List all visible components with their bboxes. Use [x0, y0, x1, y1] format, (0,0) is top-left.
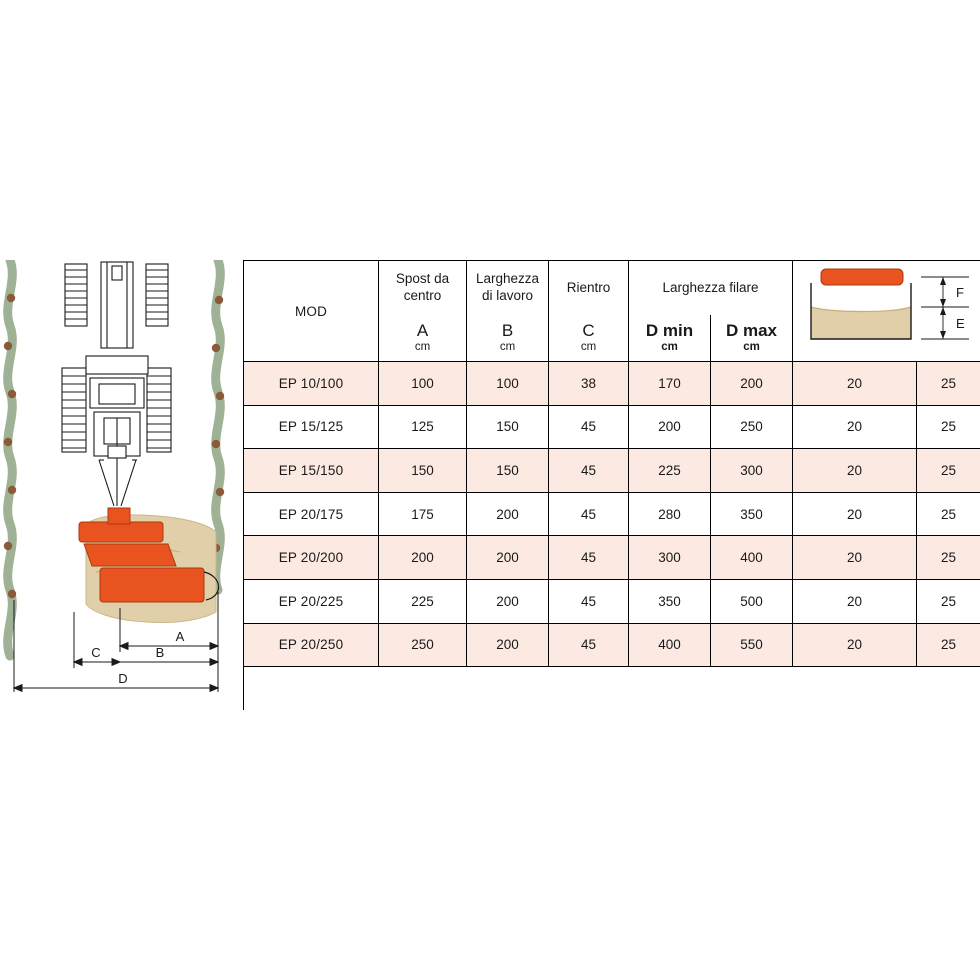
header-col-b: B cm [467, 315, 549, 362]
cell-b: 150 [467, 449, 549, 493]
svg-text:D: D [118, 671, 128, 686]
cell-f: 25 [917, 492, 980, 536]
cell-a: 175 [379, 492, 467, 536]
cell-f: 25 [917, 449, 980, 493]
cell-mod: EP 10/100 [244, 362, 379, 406]
cell-e: 20 [793, 623, 917, 667]
header-col-dmin: D min cm [629, 315, 711, 362]
header-col-dmax: D max cm [711, 315, 793, 362]
cell-dmax: 400 [711, 536, 793, 580]
cross-section-cell [793, 261, 980, 362]
machine-diagram [0, 260, 243, 710]
cell-c: 45 [549, 449, 629, 493]
cell-dmax: 500 [711, 579, 793, 623]
cell-e: 20 [793, 449, 917, 493]
tractor-top-view [62, 262, 171, 506]
cell-dmin: 400 [629, 623, 711, 667]
table-row [244, 492, 980, 536]
cross-section-label-e: E [956, 316, 965, 331]
cell-dmax: 250 [711, 405, 793, 449]
svg-text:B: B [155, 645, 165, 660]
table-header-groups [244, 261, 980, 316]
cell-f: 25 [917, 362, 980, 406]
specification-table [243, 260, 980, 710]
cell-c: 45 [549, 579, 629, 623]
cell-a: 200 [379, 536, 467, 580]
figure-panel [0, 260, 244, 710]
header-col-c: C cm [549, 315, 629, 362]
cell-c: 38 [549, 362, 629, 406]
cell-dmin: 170 [629, 362, 711, 406]
header-group-spost: Spost da centro [379, 261, 467, 316]
cell-c: 45 [549, 623, 629, 667]
header-group-larghezza-lavoro: Larghezza di lavoro [467, 261, 549, 316]
vine-row-left [4, 260, 16, 656]
cell-f: 25 [917, 536, 980, 580]
cell-f: 25 [917, 579, 980, 623]
cell-e: 20 [793, 536, 917, 580]
cell-dmin: 200 [629, 405, 711, 449]
cell-dmin: 280 [629, 492, 711, 536]
cell-e: 20 [793, 492, 917, 536]
dimension-labels [91, 629, 184, 686]
cell-a: 250 [379, 623, 467, 667]
cell-mod: EP 20/225 [244, 579, 379, 623]
cell-dmax: 300 [711, 449, 793, 493]
cell-c: 45 [549, 405, 629, 449]
cell-dmin: 225 [629, 449, 711, 493]
cell-dmin: 350 [629, 579, 711, 623]
cell-f: 25 [917, 623, 980, 667]
cell-dmax: 550 [711, 623, 793, 667]
cell-f: 25 [917, 405, 980, 449]
cell-b: 200 [467, 492, 549, 536]
cell-dmax: 200 [711, 362, 793, 406]
table-row [244, 405, 980, 449]
cell-dmin: 300 [629, 536, 711, 580]
cell-e: 20 [793, 405, 917, 449]
cell-a: 225 [379, 579, 467, 623]
header-mod: MOD [244, 261, 379, 362]
table-row [244, 623, 980, 667]
cell-b: 200 [467, 536, 549, 580]
cell-dmax: 350 [711, 492, 793, 536]
cell-b: 200 [467, 579, 549, 623]
cell-a: 100 [379, 362, 467, 406]
header-col-a: A cm [379, 315, 467, 362]
cell-mod: EP 20/175 [244, 492, 379, 536]
cross-section-diagram [793, 261, 980, 361]
svg-text:C: C [91, 645, 101, 660]
table-row [244, 362, 980, 406]
header-group-larghezza-filare: Larghezza filare [629, 261, 793, 316]
header-group-rientro: Rientro [549, 261, 629, 316]
cell-mod: EP 15/125 [244, 405, 379, 449]
svg-text:A: A [175, 629, 185, 644]
cell-b: 200 [467, 623, 549, 667]
cell-a: 125 [379, 405, 467, 449]
table-row [244, 536, 980, 580]
table-row [244, 449, 980, 493]
cell-e: 20 [793, 579, 917, 623]
cell-mod: EP 20/250 [244, 623, 379, 667]
cell-b: 150 [467, 405, 549, 449]
cell-mod: EP 20/200 [244, 536, 379, 580]
cell-e: 20 [793, 362, 917, 406]
cell-mod: EP 15/150 [244, 449, 379, 493]
table-row [244, 579, 980, 623]
cell-c: 45 [549, 536, 629, 580]
cell-c: 45 [549, 492, 629, 536]
cross-section-label-f: F [956, 285, 964, 300]
cell-a: 150 [379, 449, 467, 493]
cell-b: 100 [467, 362, 549, 406]
